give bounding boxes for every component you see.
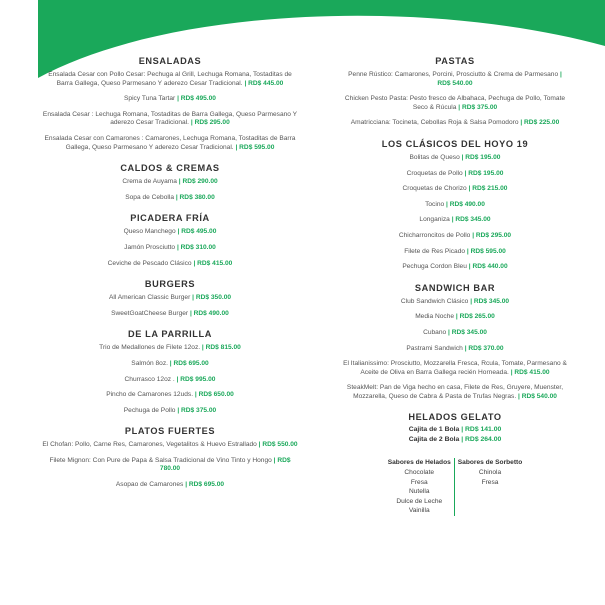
menu-section — [40, 56, 300, 152]
price-separator: | — [169, 359, 172, 367]
menu-item-price: RD$ 350.00 — [195, 294, 232, 302]
gelato-price-label: Cajita de 2 Bola — [408, 436, 460, 444]
menu-item — [342, 185, 568, 194]
section-title: PICADERA FRÍA — [130, 213, 210, 224]
menu-item-name: El Chofan: Pollo, Carne Res, Camarones, Vegetalitos & Huevo Estrallado — [42, 441, 257, 449]
menu-item-price: RD$ 415.00 — [197, 259, 233, 267]
menu-item — [40, 194, 300, 203]
menu-item-price: RD$ 595.00 — [239, 143, 275, 151]
menu-item-name: Penne Rústico: Camarones, Porcini, Prosciutto & Crema de Parmesano — [348, 71, 559, 78]
menu-item-price: RD$ 815.00 — [205, 344, 241, 352]
menu-item-name: Salmón 8oz. — [131, 359, 168, 367]
section-title: PASTAS — [435, 56, 475, 66]
price-separator: | — [235, 143, 238, 151]
menu-item-price: RD$ 380.00 — [179, 193, 215, 201]
menu-item — [40, 111, 300, 128]
price-separator: | — [185, 481, 188, 489]
flavor-item: Vainilla — [408, 507, 430, 515]
section-title: BURGERS — [144, 279, 196, 290]
menu-section — [40, 279, 300, 318]
gelato-price: RD$ 264.00 — [465, 436, 502, 444]
menu-item-price: RD$ 695.00 — [173, 359, 209, 367]
price-separator: | — [464, 344, 467, 352]
menu-item-name: Ensalada Cesar con Pollo Cesar: Pechuga al Grill, Lechuga Romana, Tostaditas de Barra Gallega, Queso Parmesano Y aderezo Cesar Tradicional. — [48, 71, 292, 87]
menu-item-name: Croquetas de Pollo — [406, 169, 463, 177]
menu-item-name: Bolitas de Queso — [409, 153, 460, 161]
menu-item-name: Churrasco 12oz . — [124, 375, 175, 383]
menu-item-name: Pechuga Cordon Bleu — [402, 263, 467, 271]
menu-section — [342, 283, 568, 402]
menu-item — [40, 391, 300, 400]
price-separator: | — [178, 178, 181, 186]
menu-item-price: RD$ 495.00 — [181, 228, 217, 236]
menu-item-price: RD$ 265.00 — [459, 313, 495, 321]
menu-item-price: RD$ 780.00 — [159, 456, 291, 473]
menu-item — [342, 329, 568, 338]
price-separator: | — [446, 200, 448, 208]
section-title: CALDOS & CREMAS — [120, 163, 220, 174]
menu-item — [40, 178, 300, 187]
price-separator: | — [472, 231, 475, 239]
price-separator: | — [455, 313, 458, 321]
menu-item — [40, 344, 300, 353]
menu-item-price: RD$ 540.00 — [437, 79, 473, 87]
menu-item-price: RD$ 295.00 — [475, 231, 512, 239]
menu-item-name: Cubano — [423, 328, 447, 336]
price-separator: | — [559, 71, 562, 78]
menu-item-name: Queso Manchego — [123, 228, 176, 236]
menu-item — [40, 457, 300, 474]
flavor-item: Fresa — [481, 478, 499, 486]
flavor-table — [342, 458, 568, 516]
left-column — [40, 56, 300, 501]
price-separator: | — [177, 95, 179, 103]
price-separator: | — [193, 259, 196, 267]
menu-item — [342, 216, 568, 225]
menu-item — [342, 232, 568, 241]
price-separator: | — [458, 103, 461, 111]
menu-item-name: Tocino — [425, 200, 445, 208]
price-separator: | — [201, 344, 204, 352]
menu-item — [40, 260, 300, 269]
flavor-item: Chinola — [478, 469, 502, 477]
price-separator: | — [192, 294, 194, 302]
menu-item-name: Club Sandwich Clásico — [400, 297, 469, 305]
menu-item — [40, 360, 300, 369]
menu-item — [342, 313, 568, 322]
price-separator: | — [466, 247, 469, 255]
menu-item — [40, 71, 300, 88]
menu-item — [40, 95, 300, 104]
menu-item — [342, 95, 568, 112]
menu-item-price: RD$ 345.00 — [473, 297, 510, 305]
price-separator: | — [189, 309, 192, 317]
menu-item — [342, 248, 568, 257]
menu-item — [342, 263, 568, 272]
price-separator: | — [451, 216, 454, 224]
menu-item-name: Ensalada Cesar : Lechuga Romana, Tostaditas de Barra Gallega, Queso Parmesano Y aderezo Cesar Tradicional. — [42, 110, 298, 127]
section-title: SANDWICH BAR — [414, 282, 496, 293]
menu-item-price: RD$ 310.00 — [180, 243, 216, 251]
menu-item — [342, 384, 568, 401]
price-separator: | — [273, 456, 276, 464]
menu-item-name: Longaniza — [419, 216, 450, 224]
menu-item — [40, 481, 300, 490]
menu-item-price: RD$ 445.00 — [248, 79, 284, 87]
menu-item-price: RD$ 295.00 — [194, 119, 230, 127]
menu-item-price: RD$ 225.00 — [524, 119, 560, 127]
menu-item — [342, 298, 568, 307]
section-title: LOS CLÁSICOS DEL HOYO 19 — [381, 138, 529, 149]
section-title: DE LA PARRILLA — [128, 329, 212, 340]
price-separator: | — [448, 328, 450, 336]
menu-item — [342, 170, 568, 179]
menu-item-name: Amatricciana: Tocineta, Cebollas Roja & Salsa Pomodoro — [350, 119, 519, 127]
menu-item-name: Media Noche — [415, 313, 455, 321]
menu-item-price: RD$ 415.00 — [514, 368, 550, 376]
gelato-price: RD$ 141.00 — [465, 426, 502, 434]
menu-item-name: Chicken Pesto Pasta: Pesto fresco de Albahaca, Pechuga de Pollo, Tomate Seco & Rúcula — [344, 95, 566, 111]
menu-section — [40, 163, 300, 202]
menu-item-price: RD$ 650.00 — [198, 391, 234, 399]
menu-item-price: RD$ 495.00 — [180, 95, 216, 103]
menu-section — [40, 213, 300, 268]
flavor-item: Chocolate — [404, 469, 435, 477]
menu-item-name: Pechuga de Pollo — [123, 406, 176, 414]
helados-header: Sabores de Helados — [387, 459, 451, 467]
menu-item — [40, 407, 300, 416]
price-separator: | — [520, 119, 523, 127]
price-separator: | — [510, 368, 513, 376]
menu-item-name: Pastrami Sandwich — [406, 344, 463, 352]
price-separator: | — [468, 263, 471, 271]
menu-item-name: Filete de Res Picado — [404, 247, 466, 255]
menu-item — [40, 441, 300, 450]
flavor-item: Fresa — [410, 478, 428, 486]
menu-item-name: Jamón Prosciutto — [124, 243, 176, 251]
helados-flavors — [385, 458, 455, 516]
sorbetto-flavors — [455, 458, 526, 516]
menu-item-price: RD$ 375.00 — [181, 406, 217, 414]
menu-item-price: RD$ 345.00 — [451, 328, 487, 336]
menu-item — [40, 294, 300, 303]
price-separator: | — [177, 228, 180, 236]
menu-item — [40, 228, 300, 237]
menu-item — [342, 119, 568, 128]
price-separator: | — [258, 441, 261, 449]
menu-item-price: RD$ 215.00 — [472, 185, 508, 193]
menu-item — [40, 310, 300, 319]
price-separator: | — [470, 297, 473, 305]
menu-item-name: Croquetas de Chorizo — [402, 185, 467, 193]
menu-item-price: RD$ 195.00 — [465, 153, 501, 161]
flavor-item: Dulce de Leche — [396, 497, 443, 505]
price-separator: | — [461, 426, 464, 434]
price-separator: | — [177, 406, 180, 414]
menu-item-name: SteakMelt: Pan de Viga hecho en casa, Filete de Res, Gruyere, Muenster, Mozzarella, Queso de Cabra & Pasta de Trufas Negras. — [346, 384, 564, 400]
menu-item-name: Sopa de Cebolla — [125, 193, 174, 201]
price-separator: | — [244, 79, 247, 87]
menu-item — [342, 154, 568, 163]
menu-item — [342, 345, 568, 354]
menu-item-price: RD$ 550.00 — [262, 441, 298, 449]
flavor-item: Nutella — [408, 488, 430, 496]
price-separator: | — [194, 391, 197, 399]
menu-item-name: SweetGoatCheese Burger — [111, 309, 189, 317]
section-title: PLATOS FUERTES — [124, 426, 216, 437]
menu-item-price: RD$ 595.00 — [470, 247, 506, 255]
menu-item-name: Pincho de Camarones 12uds. — [106, 391, 194, 399]
menu-item — [342, 71, 568, 88]
menu-item-price: RD$ 290.00 — [182, 178, 218, 186]
menu-item-name: Ensalada Cesar con Camarones : Camarones, Lechuga Romana, Tostaditas de Barra Gallega, Queso Parmesano Y aderezo Cesar Tradicional. — [44, 134, 296, 151]
menu-item-price: RD$ 370.00 — [468, 344, 504, 352]
menu-item — [40, 135, 300, 152]
menu-item — [40, 244, 300, 253]
menu-item-price: RD$ 195.00 — [468, 169, 504, 177]
menu-item-price: RD$ 375.00 — [461, 103, 498, 111]
menu-section — [40, 426, 300, 489]
menu-item-name: El Italianissimo: Prosciutto, Mozzarella Fresca, Rcula, Tomate, Parmesano & Aceite de Oliva en Barra Gallega recién Horneada. — [343, 360, 567, 376]
gelato-price-label: Cajita de 1 Bola — [408, 426, 460, 434]
price-separator: | — [175, 193, 178, 201]
menu-item-price: RD$ 440.00 — [472, 263, 508, 271]
menu-item-price: RD$ 995.00 — [180, 375, 216, 383]
menu-item-price: RD$ 345.00 — [455, 216, 491, 224]
menu-section — [342, 139, 568, 272]
price-separator: | — [190, 119, 193, 127]
menu-item — [342, 360, 568, 377]
sorbetto-header: Sabores de Sorbetto — [457, 459, 523, 467]
gelato-price-row — [342, 435, 568, 444]
menu-item-name: Ceviche de Pescado Clásico — [107, 259, 192, 267]
menu-section — [342, 56, 568, 128]
price-separator: | — [468, 185, 471, 193]
menu-item-name: Chicharroncitos de Pollo — [398, 231, 471, 239]
menu-item — [342, 201, 568, 210]
menu-item-price: RD$ 490.00 — [449, 200, 485, 208]
gelato-price-row — [342, 425, 568, 434]
menu-item-price: RD$ 695.00 — [188, 481, 225, 489]
gelato-section — [342, 412, 568, 516]
right-column — [342, 56, 568, 527]
menu-item-name: Trio de Medallones de Filete 12oz. — [99, 344, 201, 352]
price-separator: | — [518, 392, 520, 400]
menu-item — [40, 376, 300, 385]
price-separator: | — [176, 375, 179, 383]
menu-item-name: Spicy Tuna Tartar — [124, 95, 176, 103]
price-separator: | — [461, 436, 464, 444]
section-title: ENSALADAS — [138, 56, 202, 66]
menu-item-name: Asopao de Camarones — [115, 481, 184, 489]
section-title: HELADOS GELATO — [408, 412, 502, 423]
price-separator: | — [464, 169, 467, 177]
menu-item-name: Filete Mignon: Con Pure de Papa & Salsa Tradicional de Vino Tinto y Hongo — [49, 456, 272, 464]
menu-item-price: RD$ 490.00 — [193, 309, 229, 317]
price-separator: | — [176, 243, 179, 251]
menu-section — [40, 329, 300, 415]
menu-item-name: All American Classic Burger — [108, 294, 191, 302]
menu-item-name: Crema de Auyama — [122, 178, 177, 186]
price-separator: | — [461, 153, 464, 161]
menu-item-price: RD$ 540.00 — [521, 392, 557, 400]
